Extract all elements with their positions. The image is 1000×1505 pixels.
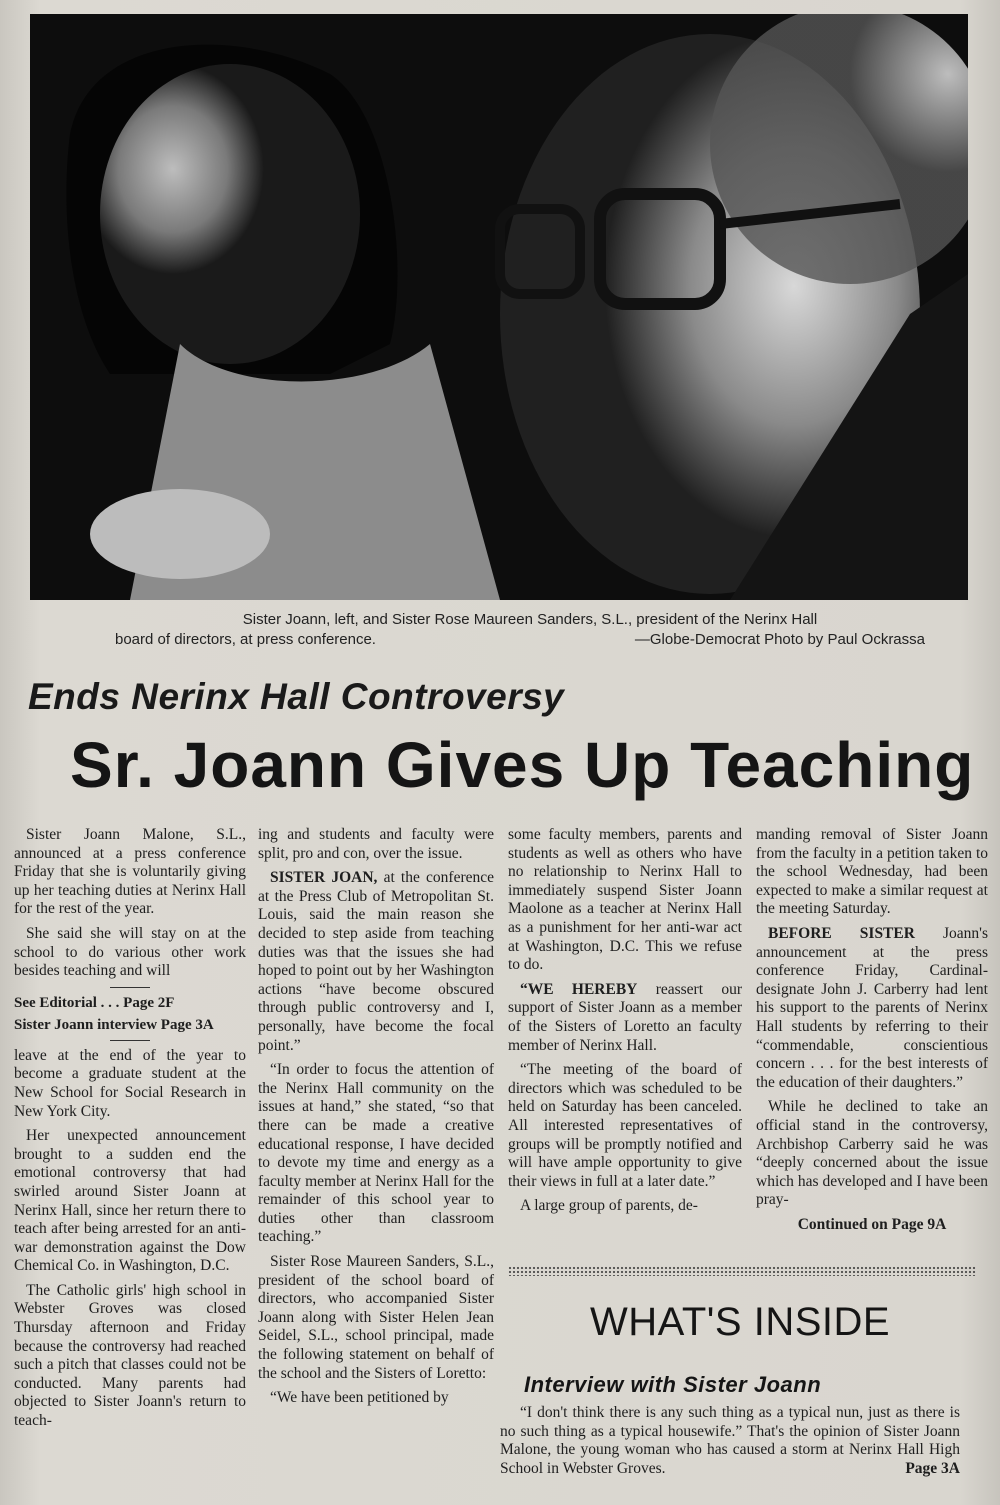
whats-inside-title: WHAT'S INSIDE — [590, 1300, 891, 1344]
kicker-headline: Ends Nerinx Hall Controversy — [28, 676, 565, 717]
photo-credit: —Globe-Democrat Photo by Paul Ockrassa — [634, 631, 925, 648]
editorial-reference: See Editorial . . . Page 2F — [14, 994, 175, 1011]
divider — [110, 1040, 150, 1041]
whats-inside-subtitle: Interview with Sister Joann — [524, 1372, 822, 1397]
paragraph: She said she will stay on at the school to do various other work besides teaching and will — [14, 924, 246, 980]
paragraph: ing and students and faculty were split, pro and con, over the issue. — [258, 826, 494, 862]
page-reference: Page 3A — [905, 1459, 960, 1477]
article-column-2 — [258, 826, 494, 1414]
paragraph — [508, 981, 742, 1055]
paragraph — [756, 925, 988, 1092]
article-column-1 — [14, 826, 246, 1437]
paragraph-text: Joann's announcement at the press conference Friday, Cardinal-designate John J. Carberry had lent his support to the parents of Nerinx Hall students by referring to their “commendable, conscientious concern . . . for the best interests of the education of their daughters.” — [756, 924, 988, 1091]
paragraph: “The meeting of the board of directors which was scheduled to be held on Saturday has been canceled. All interested representatives of groups will be promptly notified and will have ample opportunity to give their views in full at a later date.” — [508, 1061, 742, 1190]
paragraph-text: reassert our support of Sister Joann as a member of the Sisters of Loretto an faculty member of Nerinx Hall. — [508, 980, 742, 1054]
paragraph: A large group of parents, de- — [520, 1197, 698, 1215]
caption-line-2: board of directors, at press conference. — [115, 631, 376, 648]
paragraph — [258, 869, 494, 1055]
article-column-3 — [508, 826, 742, 1222]
paragraph: “In order to focus the attention of the Nerinx Hall community on the issues at hand,” she stated, “so that there can be made a creative educational response, I have decided to devote my time and energy as a faculty member at Nerinx Hall for the remainder of this school year to duties other than classroom teaching.” — [258, 1061, 494, 1246]
press-conference-photo — [30, 14, 968, 600]
subhead-lead: “WE HEREBY — [520, 980, 638, 998]
subhead-lead: BEFORE SISTER — [768, 924, 915, 942]
photo-caption — [60, 610, 940, 650]
photo-image — [30, 14, 968, 600]
paragraph-text: at the conference at the Press Club of Metropolitan St. Louis, said the main reason she decided to step aside from teaching duties was that the issues she had hoped to point out by her Washington actions “have become obscured through public controversy and I, personally, have become the focal point.” — [258, 869, 494, 1054]
continued-notice: Continued on Page 9A — [797, 1215, 947, 1233]
paragraph: leave at the end of the year to become a graduate student at the New School for Social Research in New York City. — [14, 1046, 246, 1120]
paragraph: While he declined to take an official stand in the controversy, Archbishop Carberry said he was “deeply concerned about the issue which has developed and I have been pray- — [756, 1098, 988, 1209]
paragraph: The Catholic girls' high school in Webster Groves was closed Thursday afternoon and Friday because the controversy had reached such a pitch that classes could not be conducted. Many parents had objected to Sister Joann's return to teach- — [14, 1281, 246, 1430]
caption-line-1: Sister Joann, left, and Sister Rose Maureen Sanders, S.L., president of the Nerinx Hall — [242, 611, 818, 628]
paragraph: manding removal of Sister Joann from the faculty in a petition taken to the school Wednesday, had been expected to make a similar request at the meeting Saturday. — [756, 826, 988, 918]
paragraph: Sister Joann Malone, S.L., announced at a press conference Friday that she is voluntarily giving up her teaching duties at Nerinx Hall for the rest of the year. — [14, 826, 246, 918]
article-column-4 — [756, 826, 988, 1234]
teaser-text: “I don't think there is any such thing as a typical nun, just as there is no such thing as a typical housewife.” That's the opinion of Sister Joann Malone, the young woman who has caused a storm at Nerinx Hall High School in Webster Groves. — [500, 1404, 960, 1477]
divider — [110, 987, 150, 988]
interview-reference: Sister Joann interview Page 3A — [14, 1016, 214, 1033]
main-headline: Sr. Joann Gives Up Teaching — [70, 729, 975, 801]
dotted-divider — [508, 1266, 976, 1276]
subhead-lead: SISTER JOAN, — [270, 869, 378, 887]
paragraph: some faculty members, parents and students as well as others who have no relationship to Nerinx Hall to immediately suspend Sister Joann Maolone as a teacher at Nerinx Hall as a punishment for her anti-war act at Washington, D.C. This we refuse to do. — [508, 826, 742, 974]
paragraph: “We have been petitioned by — [270, 1389, 449, 1407]
whats-inside-body — [500, 1404, 960, 1478]
paragraph: Sister Rose Maureen Sanders, S.L., president of the school board of directors, who accompanied Sister Joann along with Sister Helen Jean Seidel, S.L., school principal, made the following statement on behalf of the school and the Sisters of Loretto: — [258, 1253, 494, 1382]
paragraph: Her unexpected announcement brought to a sudden end the emotional controversy that had swirled around Sister Joann at Nerinx Hall, since her return there to teach after being arrested for an anti-war demonstration against the Dow Chemical Co. in Washington, D.C. — [14, 1127, 246, 1275]
